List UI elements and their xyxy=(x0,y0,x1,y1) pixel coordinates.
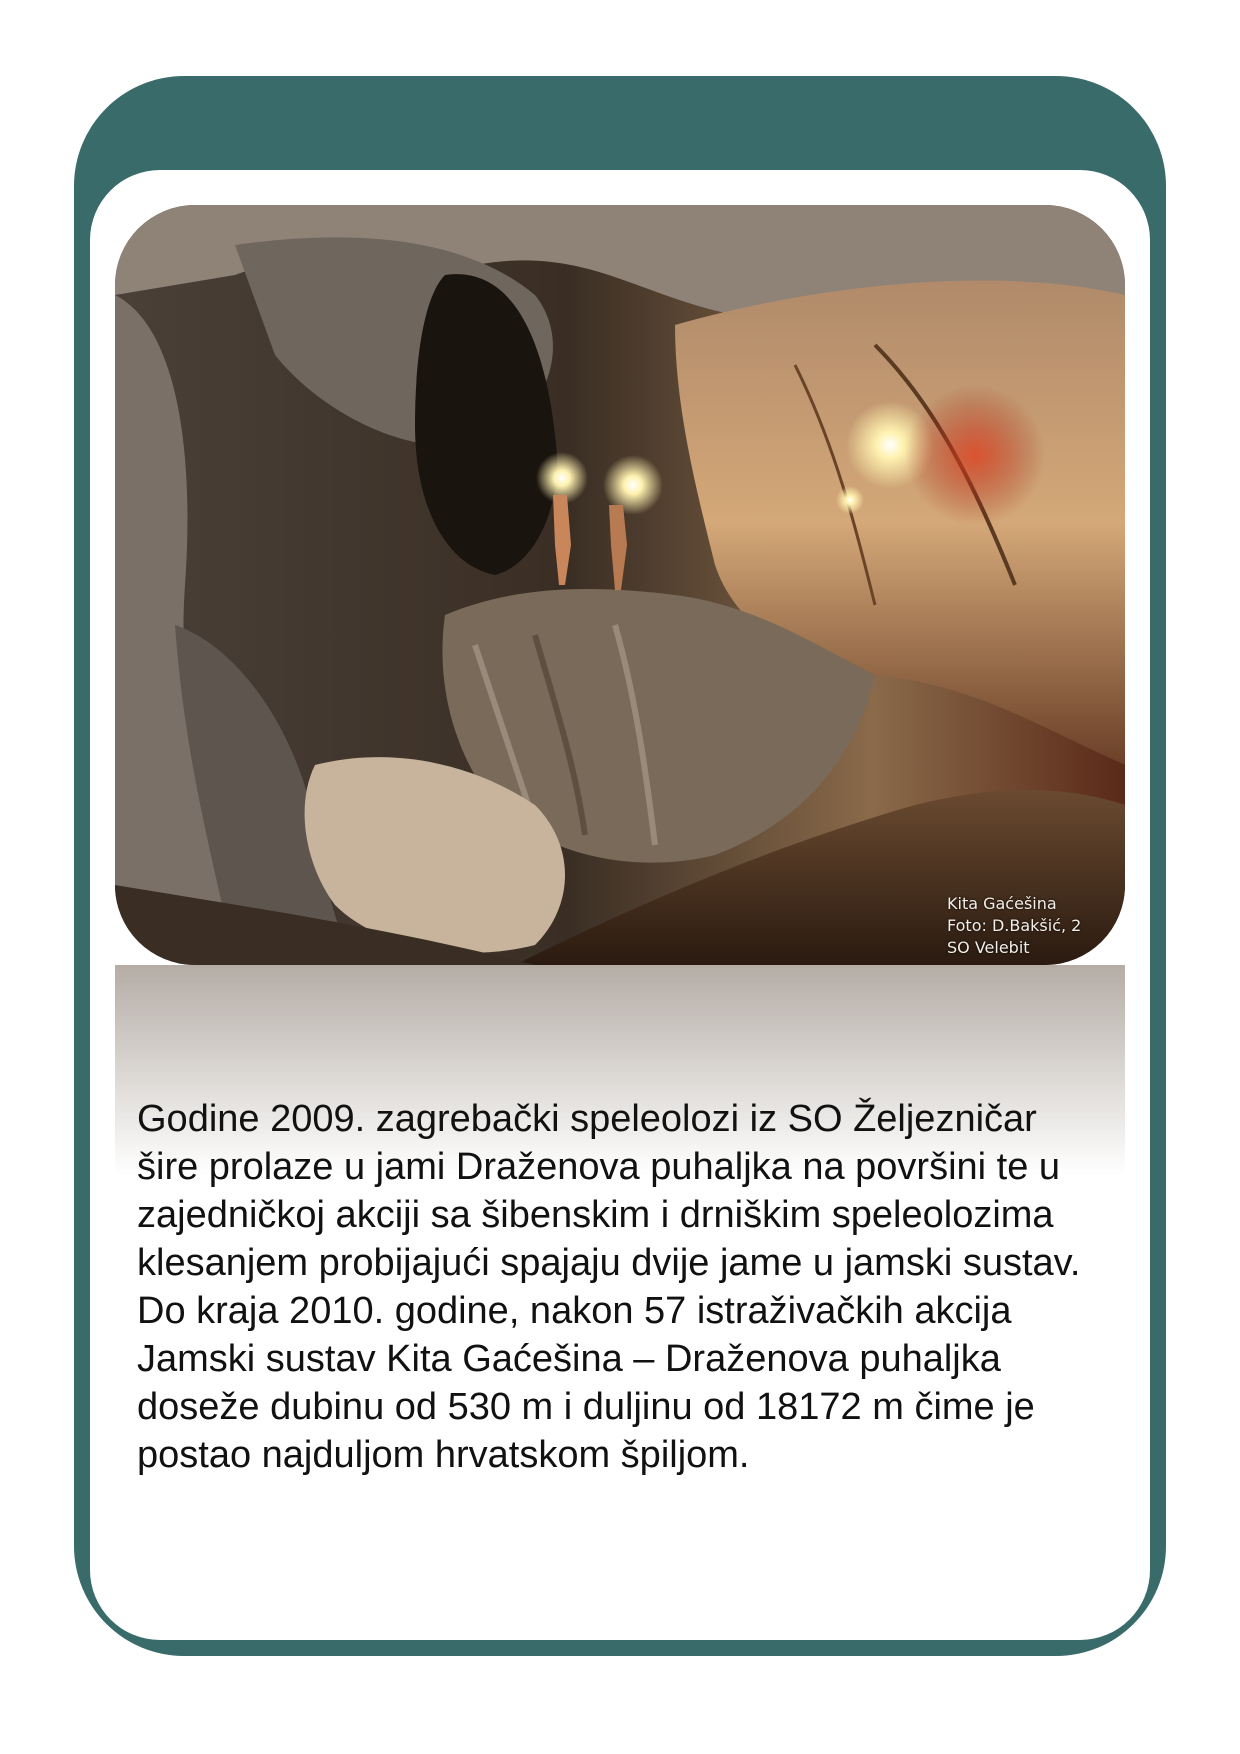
body-paragraph: Godine 2009. zagrebački speleolozi iz SO Željezničar šire prolaze u jami Draženova puhaljka na površini te u zajedničkoj akciji sa šibenskim i drniškim speleolozima klesanjem probijajući spajaju dvije jame u jamski sustav. Do kraja 2010. godine, nakon 57 istraživačkih akcija Jamski sustav Kita Gaćešina – Draženova puhaljka doseže dubinu od 530 m i duljinu od 18172 m čime je postao najduljom hrvatskom špiljom. xyxy=(137,1098,1081,1476)
cave-illustration xyxy=(115,205,1125,965)
credit-line-club: SO Velebit xyxy=(947,938,1030,957)
photo-credit xyxy=(947,893,1081,959)
credit-line-photographer: Foto: D.Bakšić, 2 xyxy=(947,916,1082,935)
cave-photo xyxy=(115,205,1125,965)
credit-line-cave: Kita Gaćešina xyxy=(947,894,1057,913)
